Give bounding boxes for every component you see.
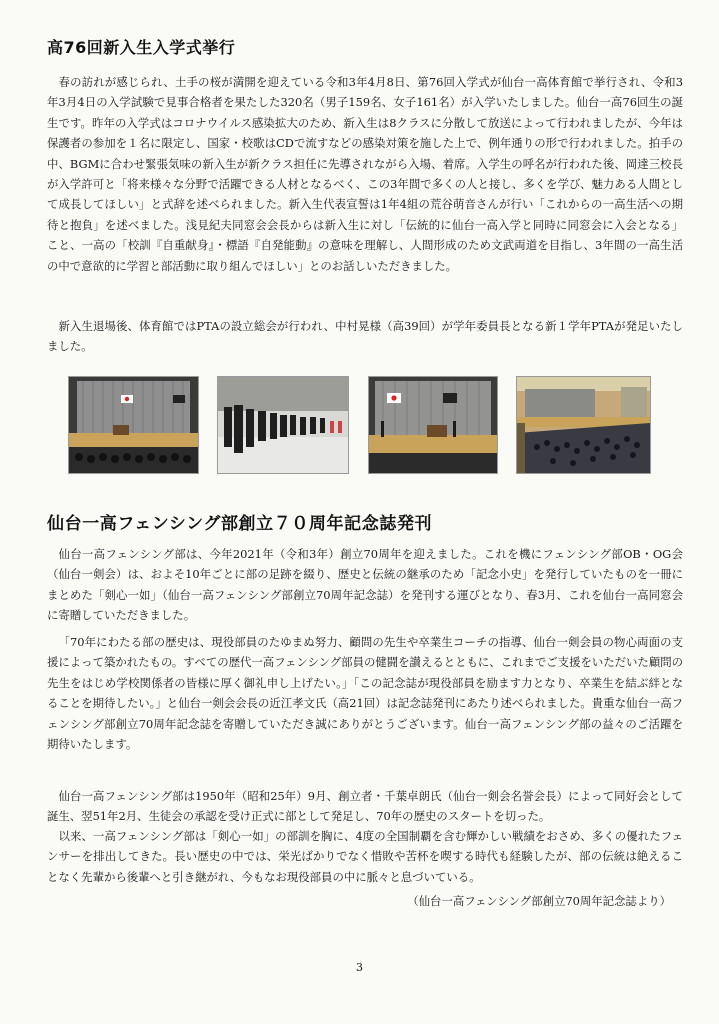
entrance-ceremony-paragraph: 春の訪れが感じられ、土手の桜が満開を迎えている令和3年4月8日、第76回入学式が仙台一高体育館で挙行され、令和3年3月4日の入学試験で見事合格者を果たした320名（男子159名、女子161名）が入学いたしました。仙台一高76回生の誕生です。昨年の入学式はコロナウイルス感染拡大のため、新入生は8クラスに分散して放送によって行われましたが、今年は保護者の参加を１名に限定し、国家・校歌はCDで流すなどの感染対策を施した上で、例年通りの形で行われました。拍手の中、BGMに合わせ緊張気味の新入生が新クラス担任に先導されながら入場、着席。入学生の呼名が行われた後、岡達三校長が入学許可と「将来様々な分野で活躍できる人材となるべく、この3年間で多くの人と接し、多くを学び、魅力ある人間として成長してほしい」と式辞を述べられました。新入生代表宣誓は1年4組の荒谷萌音さんが行い「これからの一高生活への期待と抱負」を述べました。浅見紀夫同窓会会長からは新入生に対し「伝統的に仙台一高入学と同時に同窓会に入会となる」こと、一高の「校訓『自重献身』・標語『自発能動』の意味を理解し、人間形成のため文武両道を目指し、3年間の一高生活の中で意欲的に学習と部活動に取り組んでほしい」とのお話しいただきました。	[47, 75, 683, 273]
fencing-tradition-paragraph: 以来、一高フェンシング部は「剣心一如」の部訓を胸に、4度の全国制覇を含む輝かしい戦績をおさめ、多くの優れたフェンサーを排出してきた。長い歴史の中では、栄光ばかりでなく惜敗や苦杯を喫する時代も経験したが、部の伝統は絶えることなく先輩から後輩へと引き継がれ、今もなお現役部員の中に脈々と息づいている。	[47, 829, 683, 884]
source-credit: （仙台一高フェンシング部創立70周年記念誌より）	[407, 894, 671, 908]
ceremony-photo-stage	[68, 376, 199, 474]
ceremony-photo-procession	[217, 376, 349, 474]
fencing-quote-paragraph: 「70年にわたる部の歴史は、現役部員のたゆまぬ努力、顧問の先生や卒業生コーチの指導、仙台一剣会員の物心両面の支援によって築かれたもの。すべての歴代一高フェンシング部員の健闘を讃えるとともに、これまでご支援をいただいた顧問の先生をはじめ学校関係者の皆様に厚く御礼申し上げたい。」「この記念誌が現役部員を励ます力となり、卒業生を結ぶ絆となることを期待したい。」と仙台一剣会会長の近江孝文氏（高21回）は記念誌発刊にあたり述べられました。貴重な仙台一高フェンシング部創立70周年記念誌を寄贈していただき誠にありがとうございます。仙台一高フェンシング部の益々のご活躍を期待いたします。	[47, 635, 683, 752]
fencing-anniversary-heading: 仙台一高フェンシング部創立７０周年記念誌発刊	[47, 514, 433, 534]
page-number: 3	[356, 961, 363, 974]
ceremony-photo-podium	[368, 376, 498, 474]
ceremony-photo-gym	[516, 376, 651, 474]
fencing-intro-paragraph: 仙台一高フェンシング部は、今年2021年（令和3年）創立70周年を迎えました。これを機にフェンシング部OB・OG会（仙台一剣会）は、およそ10年ごとに部の足跡を綴り、歴史と伝統の継承のため「記念小史」を発行していたものを一冊にまとめた「剣心一如」（仙台一高フェンシング部創立70周年記念誌）を発刊する運びとなり、春3月、これを仙台一高同窓会に寄贈していただきました。	[47, 547, 683, 623]
fencing-history-paragraph: 仙台一高フェンシング部は1950年（昭和25年）9月、創立者・千葉卓朗氏（仙台一剣会名誉会長）によって同好会として誕生、翌51年2月、生徒会の承認を受け正式に部として発足し、70年の歴史のスタートを切った。	[47, 789, 683, 824]
pta-paragraph: 新入生退場後、体育館ではPTAの設立総会が行われ、中村晃様（高39回）が学年委員長となる新１学年PTAが発足いたしました。	[47, 319, 683, 354]
entrance-ceremony-heading: 高76回新入生入学式挙行	[47, 38, 236, 57]
